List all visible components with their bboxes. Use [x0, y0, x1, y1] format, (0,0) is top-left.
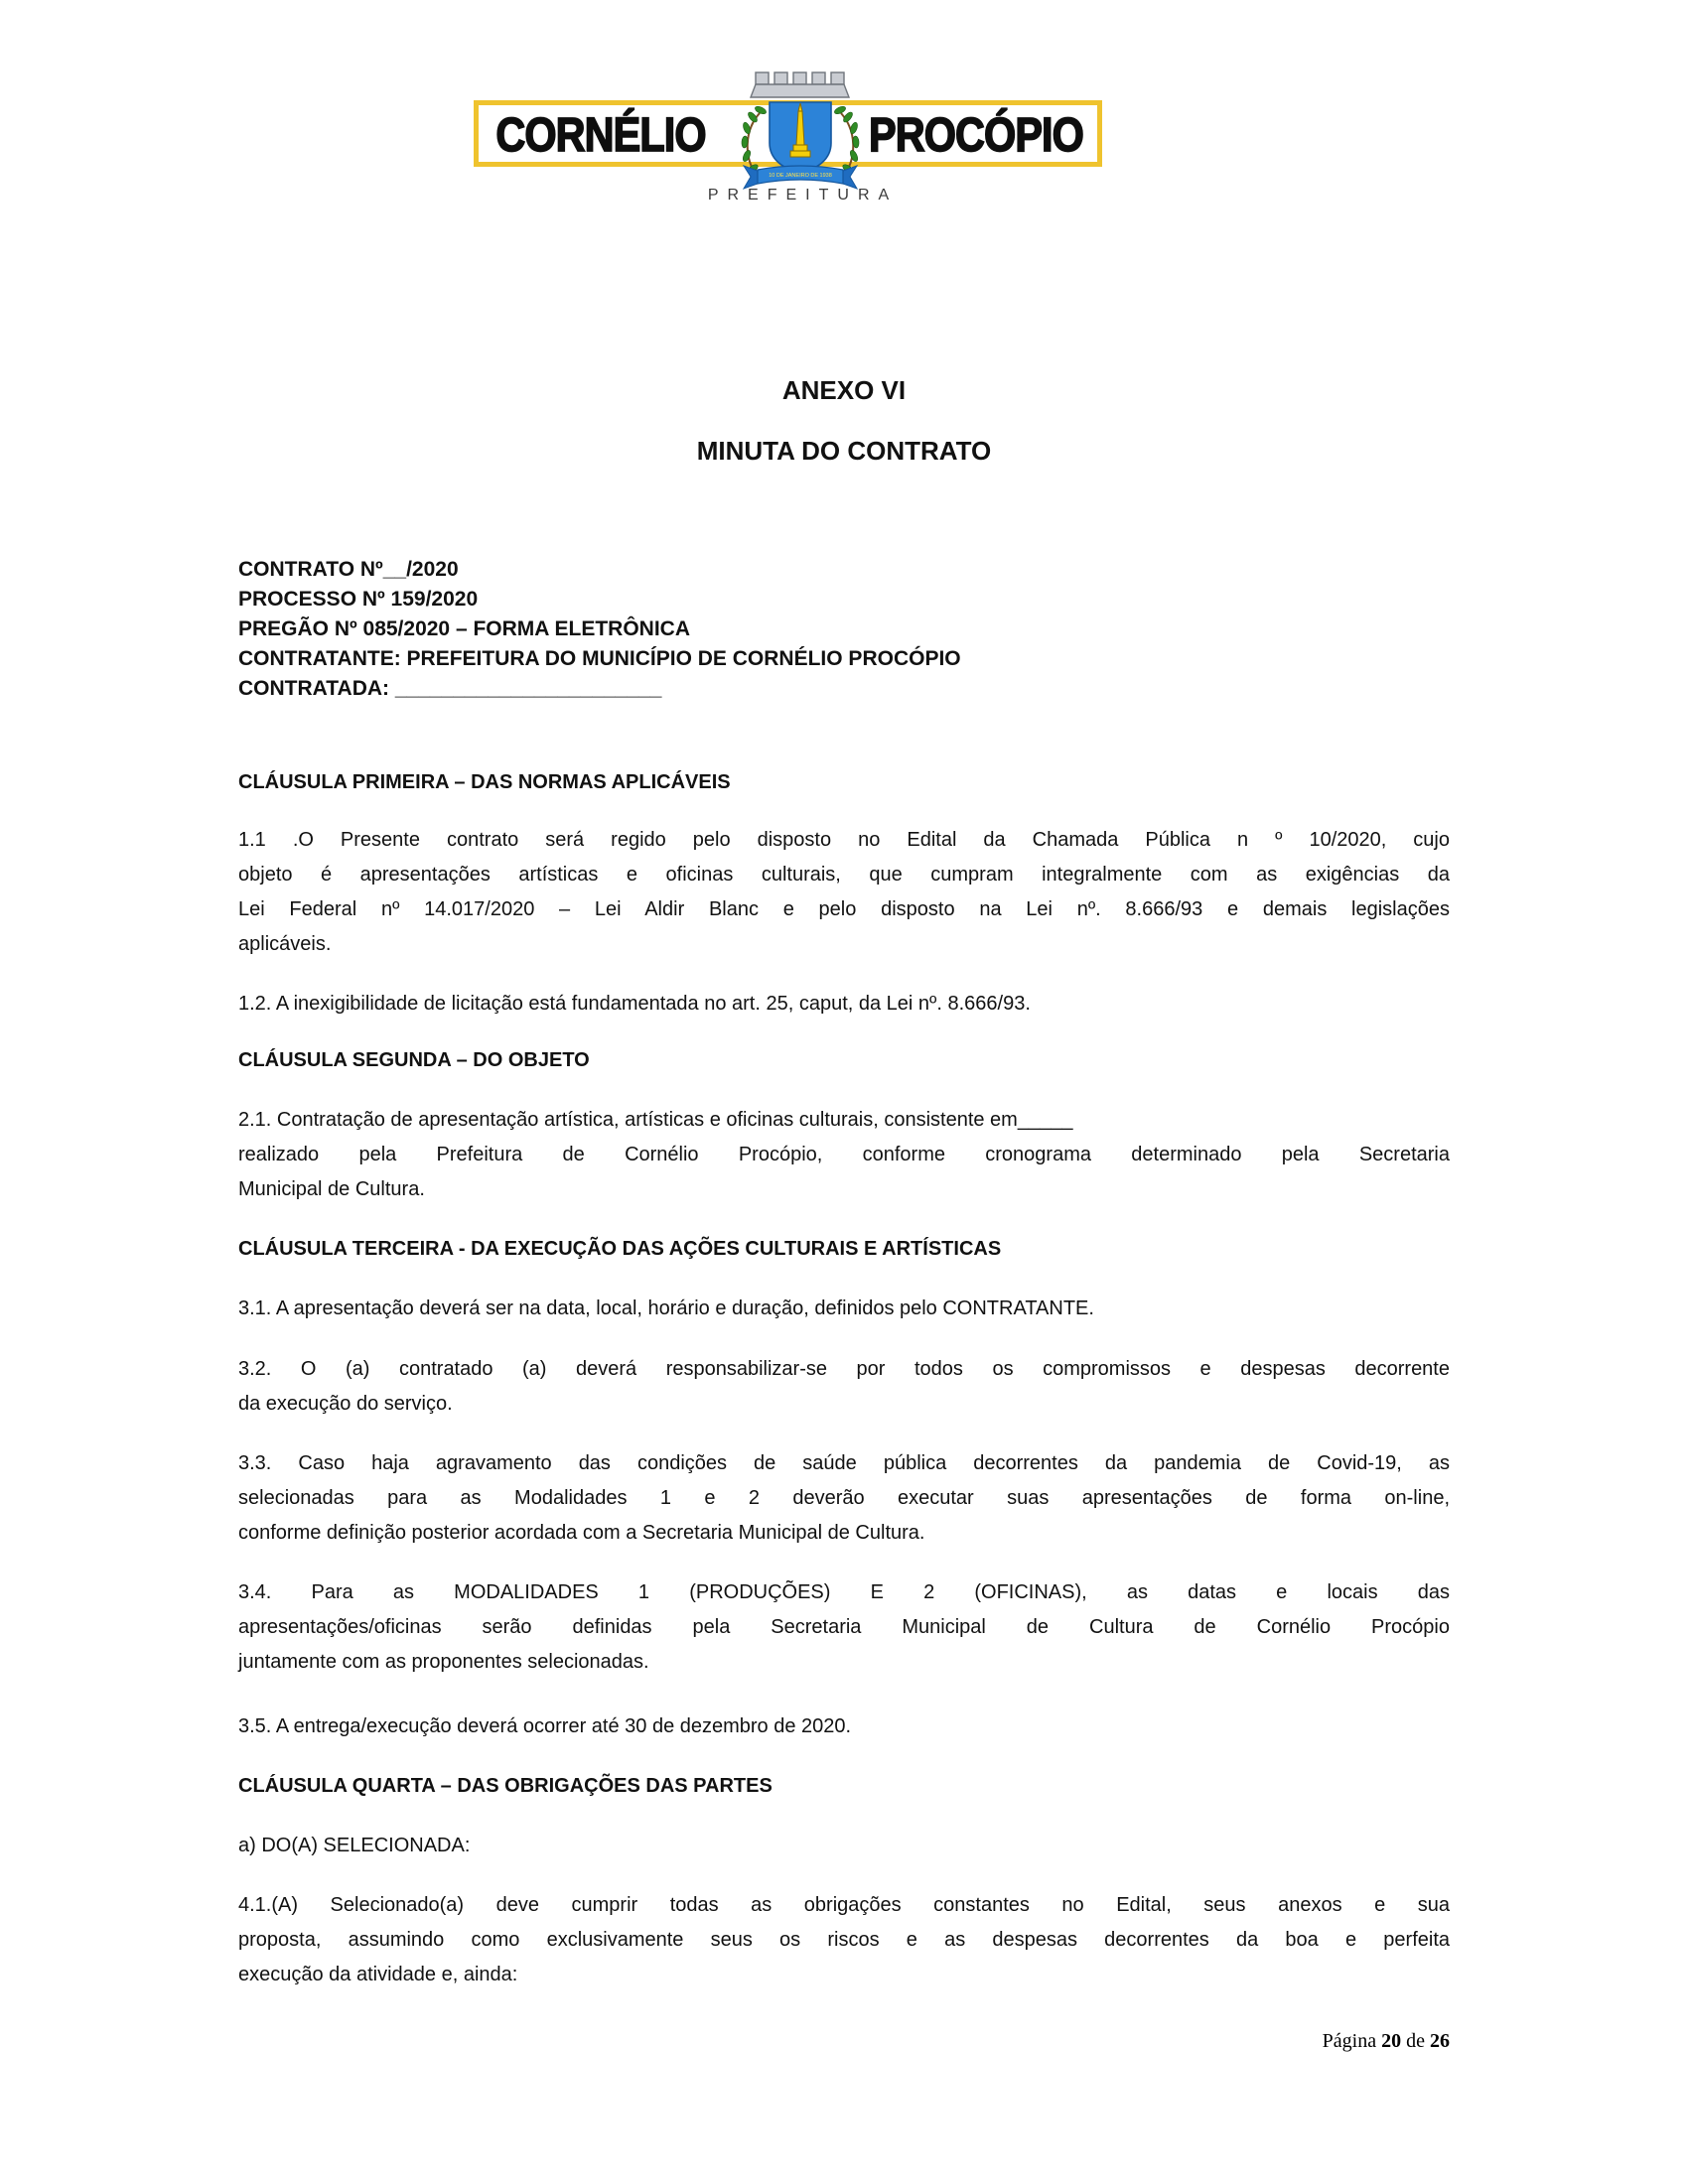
- pregao-number-line: PREGÃO Nº 085/2020 – FORMA ELETRÔNICA: [238, 617, 690, 640]
- ribbon-icon: [744, 166, 857, 189]
- paragraph-a-selecionada: a) DO(A) SELECIONADA:: [238, 1835, 471, 1856]
- mural-crown-icon: [751, 72, 849, 97]
- paragraph-3-1: 3.1. A apresentação deverá ser na data, local, horário e duração, definidos pelo CONTRATANTE.: [238, 1297, 1094, 1319]
- logo-city-name-left: CORNÉLIO: [495, 106, 706, 162]
- process-number-line: PROCESSO Nº 159/2020: [238, 588, 479, 611]
- clause-4-heading: CLÁUSULA QUARTA – DAS OBRIGAÇÕES DAS PARTES: [238, 1775, 773, 1797]
- contratante-line: CONTRATANTE: PREFEITURA DO MUNICÍPIO DE CORNÉLIO PROCÓPIO: [238, 647, 961, 670]
- total-pages: 26: [1430, 2030, 1450, 2052]
- paragraph-4-1: 4.1.(A) Selecionado(a) deve cumprir todas as obrigações constantes no Edital, seus anexos e sua proposta, assumindo como exclusivamente seus os riscos e as despesas decorrentes da boa e perfeita execução da atividade e, ainda:: [238, 1894, 1450, 1985]
- logo-city-name-right: PROCÓPIO: [869, 106, 1083, 162]
- clause-1-heading: CLÁUSULA PRIMEIRA – DAS NORMAS APLICÁVEIS: [238, 771, 731, 793]
- paragraph-1-1: 1.1 .O Presente contrato será regido pelo disposto no Edital da Chamada Pública n º 10/2020, cujo objeto é apresentações artísticas e oficinas culturais, que cumpram integralmente com as exigências da Lei Federal nº 14.017/2020 – Lei Aldir Blanc e pelo disposto na Lei nº. 8.666/93 e demais legislações aplicáveis.: [238, 829, 1450, 955]
- contratada-line: CONTRATADA: _______________________: [238, 677, 662, 700]
- contract-number-line: CONTRATO Nº__/2020: [238, 558, 459, 581]
- ribbon-text: 10 DE JANEIRO DE 1938: [769, 173, 832, 179]
- annex-title: ANEXO VI: [781, 375, 907, 405]
- paragraph-3-5: 3.5. A entrega/execução deverá ocorrer até 30 de dezembro de 2020.: [238, 1715, 852, 1737]
- paragraph-3-3: 3.3. Caso haja agravamento das condições de saúde pública decorrentes da pandemia de Covid-19, as selecionadas para as Modalidades 1 e 2 deverão executar suas apresentações de forma on-line, conforme definição posterior acordada com a Secretaria Municipal de Cultura.: [238, 1452, 1450, 1544]
- logo-subtitle: PREFEITURA: [707, 187, 899, 204]
- paragraph-3-2: 3.2. O (a) contratado (a) deverá responsabilizar-se por todos os compromissos e despesas decorrente da execução do serviço.: [238, 1358, 1450, 1415]
- document-title: MINUTA DO CONTRATO: [696, 436, 992, 466]
- paragraph-1-2: 1.2. A inexigibilidade de licitação está fundamentada no art. 25, caput, da Lei nº. 8.666/93.: [238, 993, 1031, 1015]
- clause-2-heading: CLÁUSULA SEGUNDA – DO OBJETO: [238, 1049, 590, 1071]
- contract-id-block: [238, 555, 1450, 704]
- clause-3-heading: CLÁUSULA TERCEIRA - DA EXECUÇÃO DAS AÇÕES CULTURAIS E ARTÍSTICAS: [238, 1238, 1002, 1260]
- coat-of-arms: [726, 69, 875, 193]
- paragraph-3-4: 3.4. Para as MODALIDADES 1 (PRODUÇÕES) E 2 (OFICINAS), as datas e locais das apresentações/oficinas serão definidas pela Secretaria Municipal de Cultura de Cornélio Procópio juntamente com as proponentes selecionadas.: [238, 1581, 1450, 1673]
- current-page: 20: [1381, 2030, 1402, 2052]
- page-number: Página 20 de 26: [1322, 2030, 1450, 2052]
- paragraph-2-1: 2.1. Contratação de apresentação artística, artísticas e oficinas culturais, consistente em_____ realizado pela Prefeitura de Cornélio Procópio, conforme cronograma determinado pela Secretaria Municipal de Cultura.: [238, 1109, 1450, 1200]
